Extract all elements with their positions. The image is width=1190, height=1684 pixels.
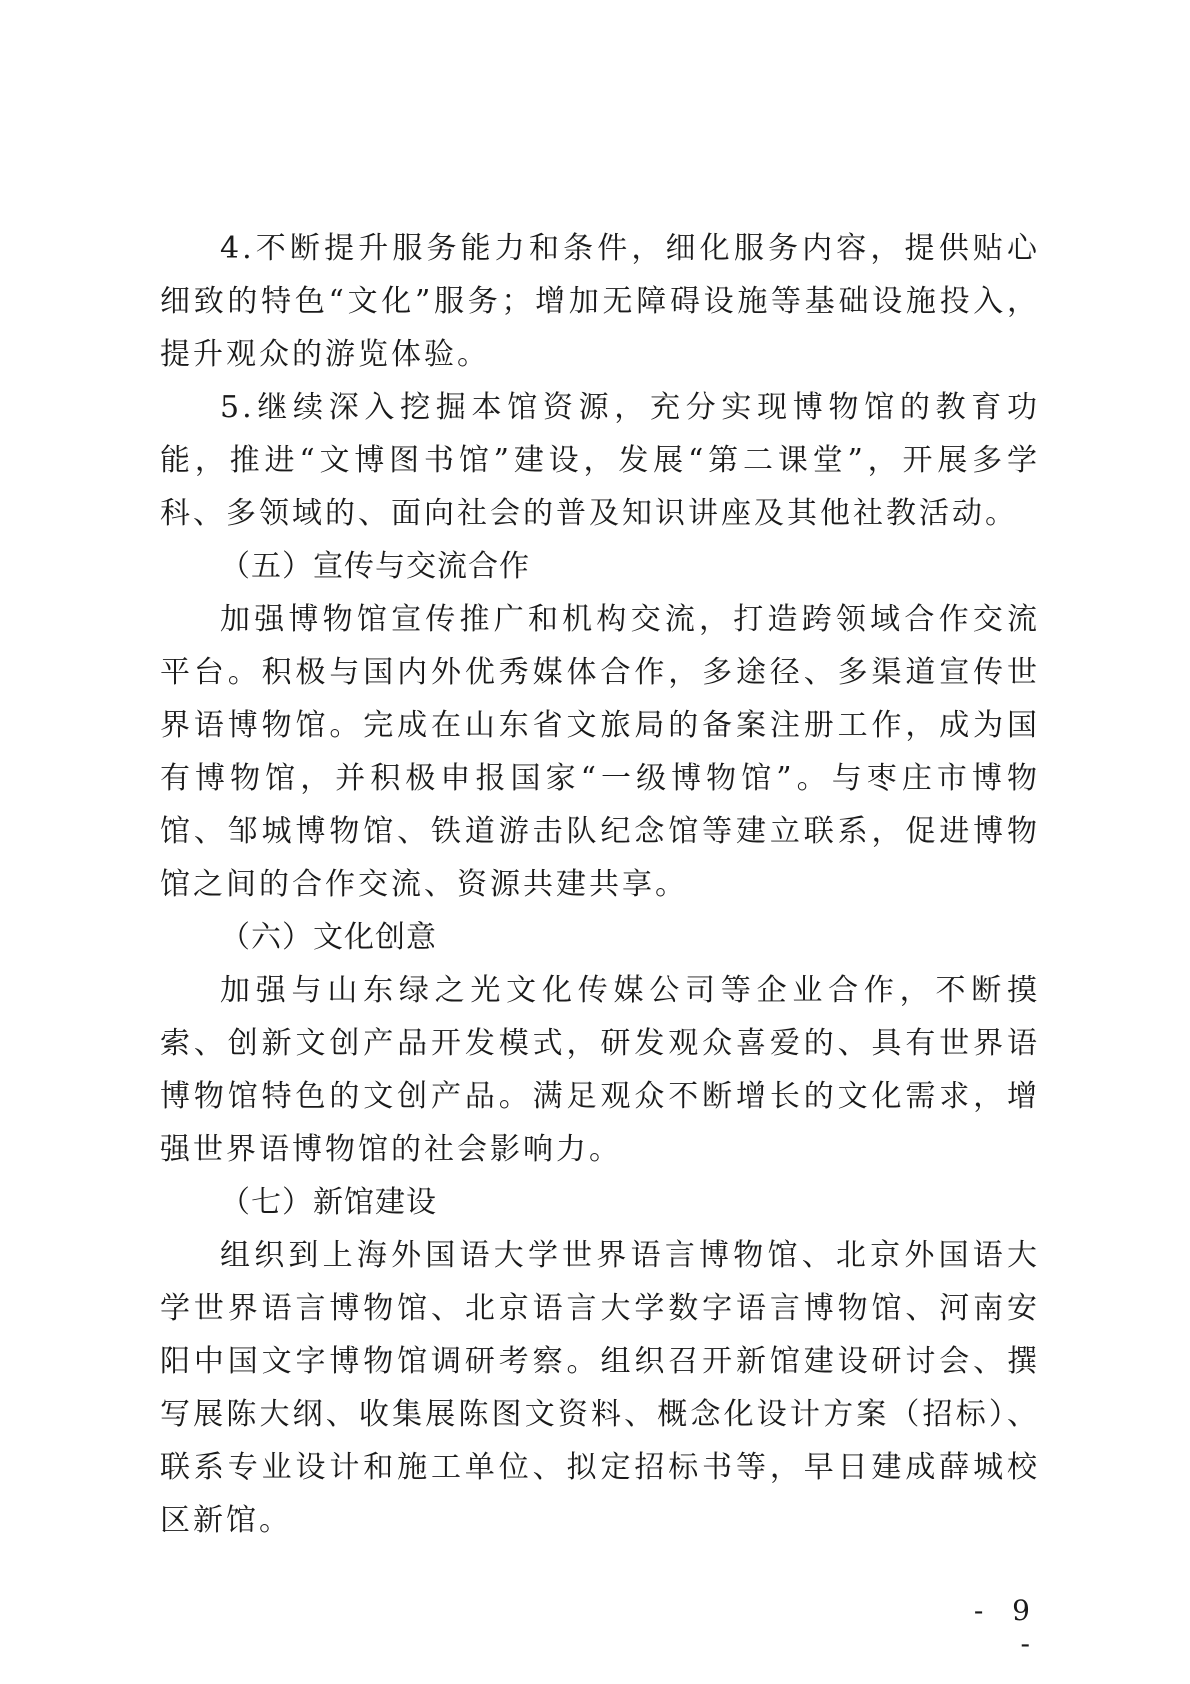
section-heading-creative: （六）文化创意 xyxy=(220,920,437,955)
document-body xyxy=(160,222,1040,1547)
section-heading-publicity: （五）宣传与交流合作 xyxy=(220,549,530,584)
paragraph-publicity: 加强博物馆宣传推广和机构交流，打造跨领域合作交流平台。积极与国内外优秀媒体合作，多途径、多渠道宣传世界语博物馆。完成在山东省文旅局的备案注册工作，成为国有博物馆，并积极申报国家“一级博物馆”。与枣庄市博物馆、邹城博物馆、铁道游击队纪念馆等建立联系，促进博物馆之间的合作交流、资源共建共享。 xyxy=(160,602,1040,902)
paragraph-service-improvement: 4.不断提升服务能力和条件，细化服务内容，提供贴心细致的特色“文化”服务；增加无障碍设施等基础设施投入，提升观众的游览体验。 xyxy=(160,231,1040,372)
page-number: - 9 - xyxy=(973,1594,1040,1660)
section-heading-new-building: （七）新馆建设 xyxy=(220,1185,437,1220)
paragraph-creative: 加强与山东绿之光文化传媒公司等企业合作，不断摸索、创新文创产品开发模式，研发观众喜爱的、具有世界语博物馆特色的文创产品。满足观众不断增长的文化需求，增强世界语博物馆的社会影响力。 xyxy=(160,973,1040,1167)
paragraph-education-function: 5.继续深入挖掘本馆资源，充分实现博物馆的教育功能，推进“文博图书馆”建设，发展“第二课堂”，开展多学科、多领域的、面向社会的普及知识讲座及其他社教活动。 xyxy=(160,390,1040,531)
paragraph-new-building: 组织到上海外国语大学世界语言博物馆、北京外国语大学世界语言博物馆、北京语言大学数字语言博物馆、河南安阳中国文字博物馆调研考察。组织召开新馆建设研讨会、撰写展陈大纲、收集展陈图文资料、概念化设计方案（招标）、联系专业设计和施工单位、拟定招标书等，早日建成薛城校区新馆。 xyxy=(160,1238,1040,1538)
